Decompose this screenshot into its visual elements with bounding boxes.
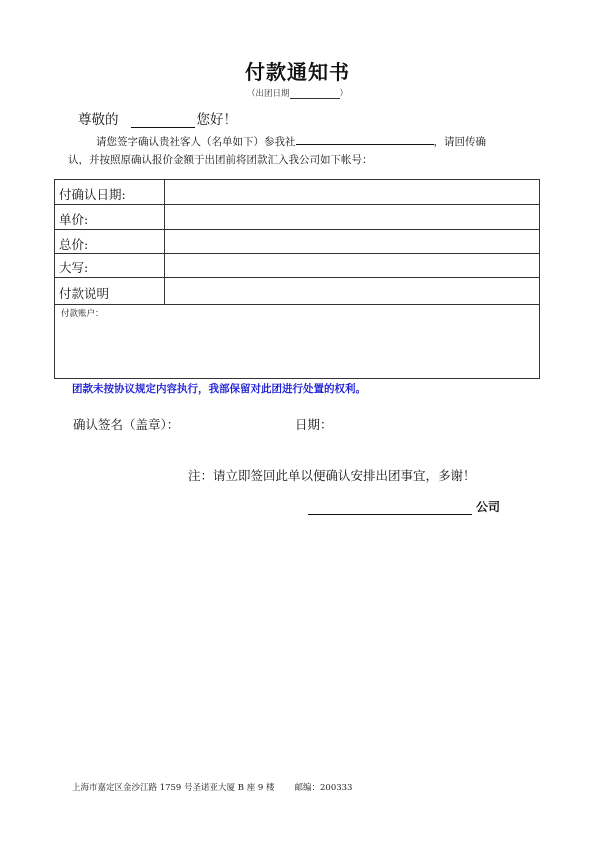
form-row-payment-notes xyxy=(55,278,539,305)
document-title: 付款通知书 xyxy=(245,60,350,84)
departure-date-prefix: （出团日期 xyxy=(246,89,290,99)
notice-text: 团款未按协议规定内容执行，我部保留对此团进行处置的权利。 xyxy=(72,383,366,395)
payment-form-table xyxy=(54,179,540,379)
departure-date-blank[interactable] xyxy=(290,89,340,99)
form-row-amount-in-words xyxy=(55,254,539,278)
body-line2: 认，并按照原确认报价金额于出团前将团款汇入我公司如下帐号： xyxy=(68,154,373,166)
footer-address: 上海市嘉定区金沙江路 1759 号圣诺亚大厦 B 座 9 楼 xyxy=(72,783,275,793)
greeting-prefix: 尊敬的 xyxy=(78,112,119,128)
form-field-payment-notes[interactable] xyxy=(164,278,539,304)
form-field-amount-in-words[interactable] xyxy=(164,254,539,277)
tour-name-blank[interactable] xyxy=(296,133,434,145)
form-label-unit-price: 单价: xyxy=(59,212,89,227)
departure-date-suffix: ） xyxy=(339,89,349,99)
company-line xyxy=(308,498,500,515)
footer xyxy=(72,781,352,793)
form-field-total-price[interactable] xyxy=(164,230,539,253)
company-word: 公司 xyxy=(476,500,501,514)
form-field-confirm-date[interactable] xyxy=(164,180,539,204)
signature-label: 确认签名（盖章）： xyxy=(73,417,180,432)
greeting-suffix: 您好！ xyxy=(196,112,237,128)
body-line1-part2: ，请回传确 xyxy=(433,136,486,148)
form-field-unit-price[interactable] xyxy=(164,205,539,229)
form-row-confirm-date xyxy=(55,180,539,205)
return-note: 注：请立即签回此单以便确认安排出团事宜，多谢！ xyxy=(188,468,476,483)
departure-date-line xyxy=(0,87,595,99)
recipient-name-blank[interactable] xyxy=(131,113,195,128)
payment-account-label: 付款账户： xyxy=(61,309,104,319)
form-label-confirm-date: 付确认日期: xyxy=(59,187,126,202)
footer-postcode: 邮编：200333 xyxy=(294,783,353,793)
greeting xyxy=(78,108,237,128)
body-paragraph xyxy=(68,133,528,169)
signature-date-label: 日期： xyxy=(295,417,333,432)
form-label-total-price: 总价: xyxy=(59,237,89,252)
form-row-unit-price xyxy=(55,205,539,230)
form-row-total-price xyxy=(55,230,539,254)
form-label-amount-in-words: 大写: xyxy=(59,260,89,275)
form-label-payment-notes: 付款说明 xyxy=(59,286,110,301)
company-name-blank[interactable] xyxy=(308,500,472,515)
body-line1-part1: 请您签字确认贵社客人（名单如下）参我社 xyxy=(96,136,296,148)
